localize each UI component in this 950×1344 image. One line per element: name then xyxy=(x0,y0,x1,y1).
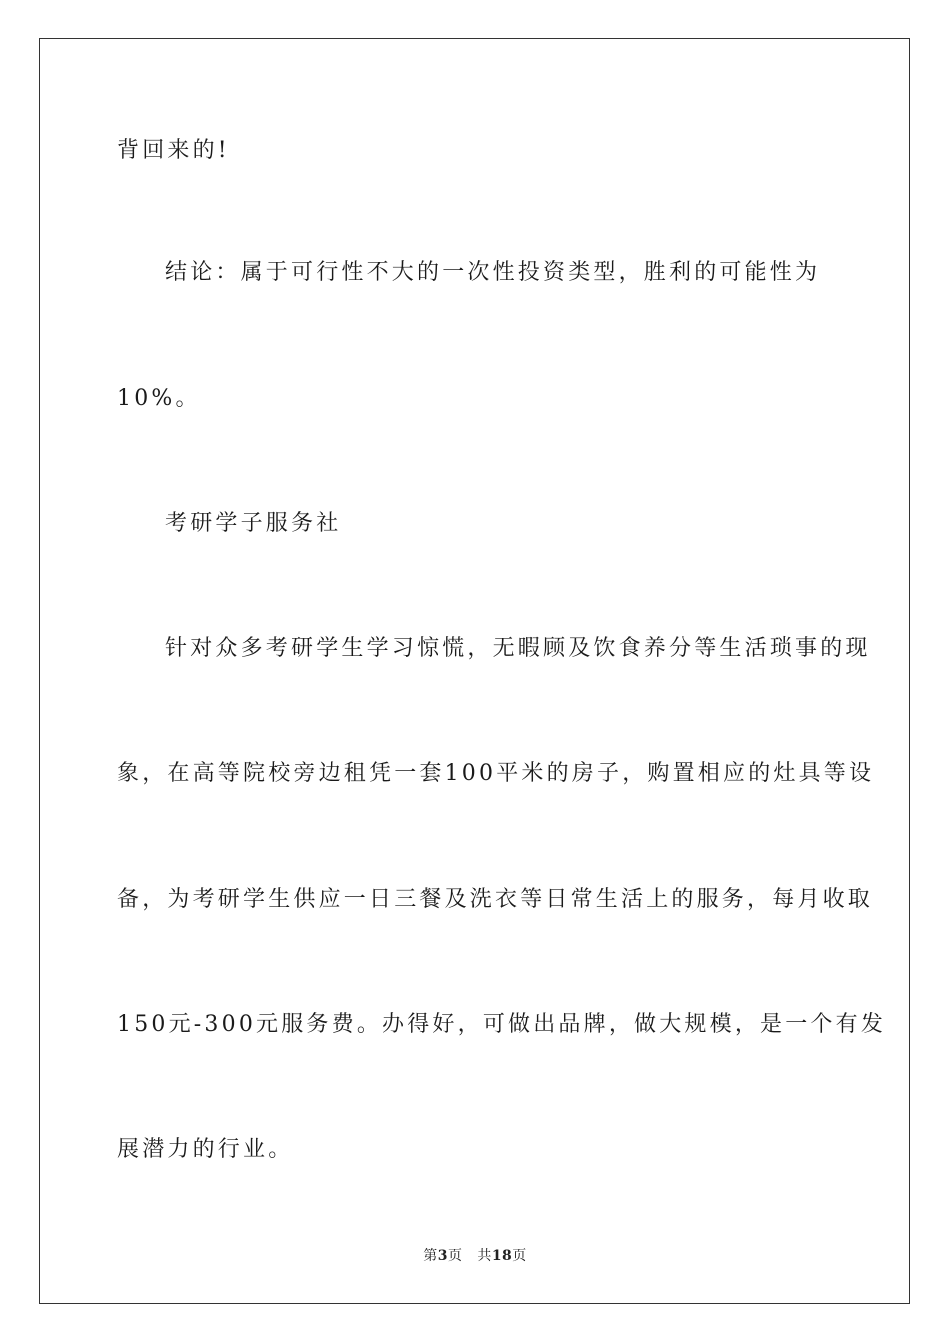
text-line-3: 10%。 xyxy=(117,386,201,411)
text-line-6: 象，在高等院校旁边租凭一套100平米的房子，购置相应的灶具等设 xyxy=(117,761,875,786)
text-line-8: 150元-300元服务费。办得好，可做出品牌，做大规模，是一个有发 xyxy=(117,1012,887,1037)
page-footer xyxy=(0,1246,950,1266)
footer-page-suffix: 页 xyxy=(447,1248,463,1264)
footer-prefix: 第 xyxy=(423,1248,438,1264)
footer-total-prefix: 共 xyxy=(477,1248,492,1264)
footer-page-number: 3 xyxy=(437,1248,448,1264)
footer-total-pages: 18 xyxy=(491,1248,513,1264)
text-line-1: 背回来的! xyxy=(117,138,230,163)
text-line-9: 展潜力的行业。 xyxy=(117,1137,294,1162)
text-line-2: 结论：属于可行性不大的一次性投资类型，胜利的可能性为 xyxy=(165,260,821,285)
section-heading: 考研学子服务社 xyxy=(165,511,342,536)
page-border xyxy=(39,38,910,1304)
text-line-5: 针对众多考研学生学习惊慌，无暇顾及饮食养分等生活琐事的现 xyxy=(165,636,871,661)
footer-total-suffix: 页 xyxy=(512,1248,527,1264)
text-line-7: 备，为考研学生供应一日三餐及洗衣等日常生活上的服务，每月收取 xyxy=(117,887,874,912)
